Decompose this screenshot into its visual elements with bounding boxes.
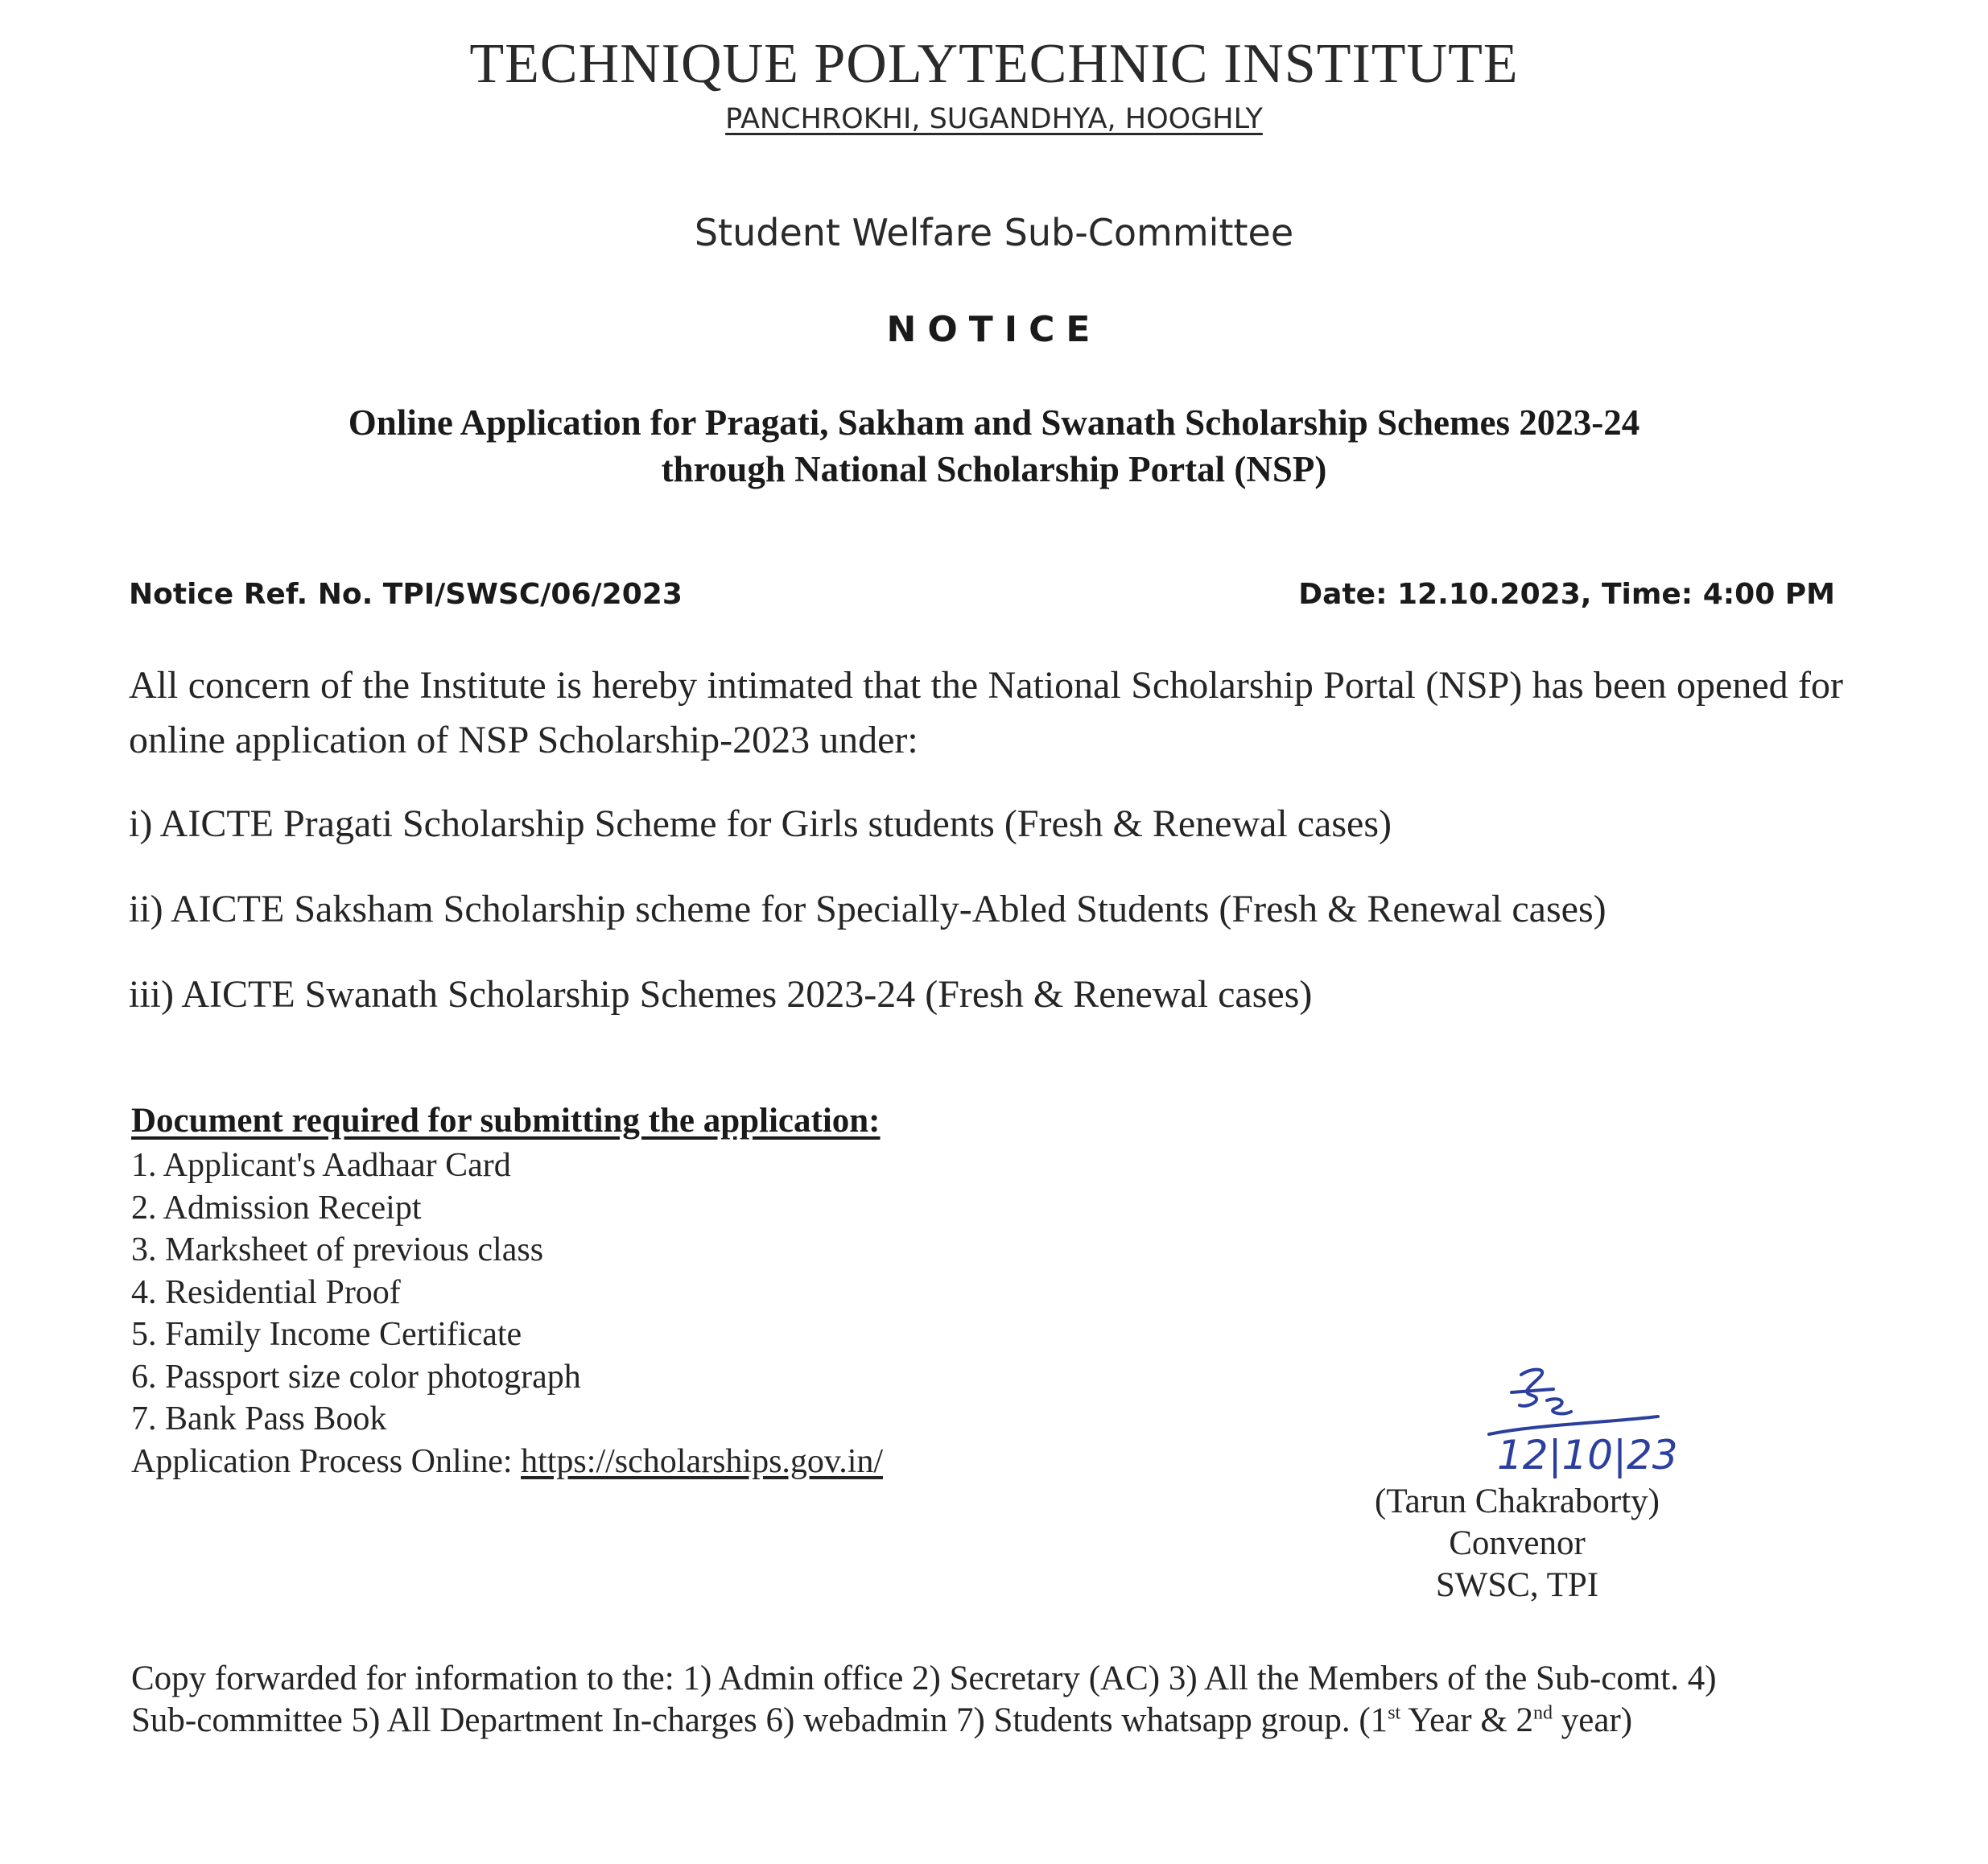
intro-paragraph: All concern of the Institute is hereby intimated that the National Scholarship Portal (NSP) has been opened for online application of NSP Scholarship-2023 under: xyxy=(129,664,1843,761)
list-item: 4. Residential Proof xyxy=(131,1273,401,1311)
list-item: 1. Applicant's Aadhaar Card xyxy=(131,1147,511,1184)
ordinal-suffix: st xyxy=(1388,1702,1401,1724)
subject-line-2: through National Scholarship Portal (NSP) xyxy=(661,449,1327,489)
signatory-block xyxy=(1328,1481,1706,1606)
handwritten-signature xyxy=(1473,1360,1682,1481)
scheme-item: iii) AICTE Swanath Scholarship Schemes 2023-24 (Fresh & Renewal cases) xyxy=(129,973,1313,1016)
application-process-line xyxy=(131,1441,883,1483)
list-item: 3. Marksheet of previous class xyxy=(131,1231,544,1268)
notice-ref-number: Notice Ref. No. TPI/SWSC/06/2023 xyxy=(129,578,683,611)
copy-text: Year & 2 xyxy=(1400,1701,1534,1739)
documents-heading: Document required for submitting the application: xyxy=(131,1102,881,1140)
notice-subject xyxy=(0,399,1988,493)
institute-address: PANCHROKHI, SUGANDHYA, HOOGHLY xyxy=(725,103,1263,135)
application-process-label: Application Process Online: xyxy=(131,1442,522,1480)
signature-date: 12|10|23 xyxy=(1497,1432,1678,1478)
list-item: 2. Admission Receipt xyxy=(131,1189,422,1227)
signatory-name: (Tarun Chakraborty) xyxy=(1375,1483,1660,1520)
copy-forwarded xyxy=(131,1658,1837,1742)
scheme-item: ii) AICTE Saksham Scholarship scheme for Specially-Abled Students (Fresh & Renewal cases) xyxy=(129,888,1606,930)
signatory-org: SWSC, TPI xyxy=(1435,1566,1599,1604)
notice-date-time: Date: 12.10.2023, Time: 4:00 PM xyxy=(1298,578,1835,611)
institute-name: TECHNIQUE POLYTECHNIC INSTITUTE xyxy=(469,33,1519,95)
list-item: 6. Passport size color photograph xyxy=(131,1358,581,1396)
committee-name: Student Welfare Sub-Committee xyxy=(694,211,1294,254)
signatory-designation: Convenor xyxy=(1449,1524,1586,1562)
copy-line-1: Copy forwarded for information to the: 1) Admin office 2) Secretary (AC) 3) All the Members of the Sub-comt. 4) xyxy=(131,1660,1717,1697)
scholarship-portal-link[interactable]: https://scholarships.gov.in/ xyxy=(521,1442,884,1480)
copy-line-2 xyxy=(131,1700,1837,1742)
ordinal-suffix: nd xyxy=(1533,1702,1553,1724)
documents-list xyxy=(131,1144,883,1483)
copy-text: year) xyxy=(1553,1701,1633,1739)
copy-text: Sub-committee 5) All Department In-charges 6) webadmin 7) Students whatsapp group. (1 xyxy=(131,1701,1388,1739)
notice-heading: NOTICE xyxy=(886,309,1102,350)
scheme-item: i) AICTE Pragati Scholarship Scheme for Girls students (Fresh & Renewal cases) xyxy=(129,802,1392,845)
list-item: 5. Family Income Certificate xyxy=(131,1316,522,1353)
list-item: 7. Bank Pass Book xyxy=(131,1400,387,1437)
subject-line-1: Online Application for Pragati, Sakham and Swanath Scholarship Schemes 2023-24 xyxy=(348,402,1640,443)
